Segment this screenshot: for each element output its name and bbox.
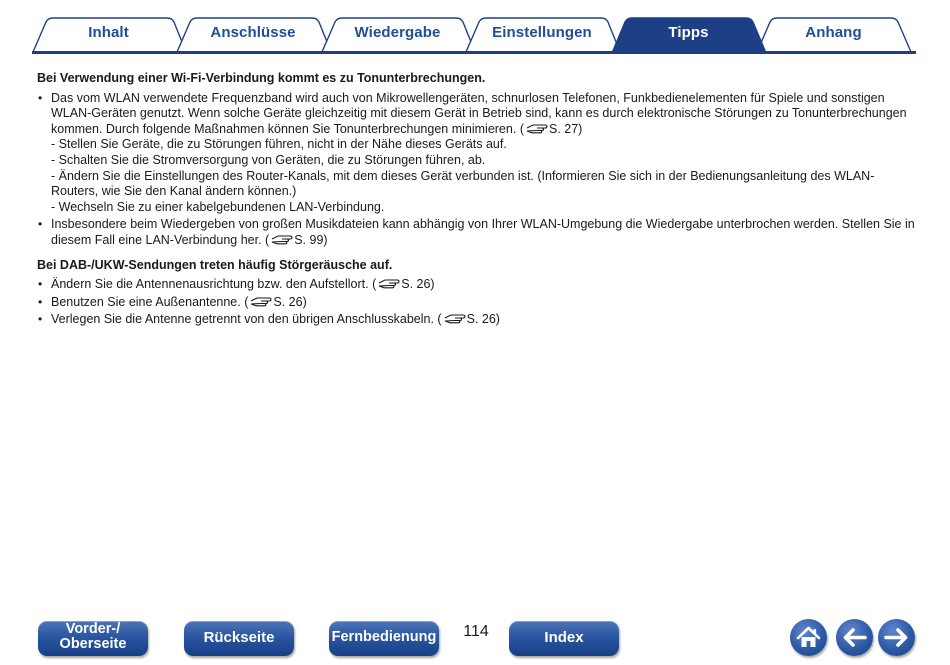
rear-panel-label: Rückseite bbox=[203, 629, 275, 646]
tab-bar bbox=[0, 0, 950, 60]
item-text: Insbesondere beim Wiedergeben von großen Musikdateien kann abhängig von Ihrer WLAN-Umgebung die Wiedergabe unterbrochen werden. Stellen Sie in diesem Fall eine LAN-Verbindung her. bbox=[51, 217, 915, 247]
remote-control-label: Fernbedienung bbox=[331, 629, 437, 645]
page-reference[interactable]: ( S. 26) bbox=[244, 294, 307, 309]
tab-inhalt[interactable] bbox=[46, 18, 171, 52]
tab-einstellungen-label: Einstellungen bbox=[492, 24, 592, 41]
pointing-hand-icon bbox=[526, 122, 548, 134]
section-heading-wifi: Bei Verwendung einer Wi-Fi-Verbindung kommt es zu Tonunterbrechungen. bbox=[37, 71, 486, 85]
page-reference-text: S. 99 bbox=[294, 232, 324, 247]
list-item bbox=[37, 295, 917, 311]
home-button[interactable] bbox=[790, 619, 827, 656]
sub-item: - Schalten Sie die Stromversorgung von Geräten, die zu Störungen führen, ab. bbox=[51, 152, 486, 167]
item-text: Benutzen Sie eine Außenantenne. bbox=[51, 294, 241, 309]
sub-item: - Ändern Sie die Einstellungen des Router-Kanals, mit dem dieses Gerät verbunden ist. (Informieren Sie sich in der Bedienungsanleitung des WLAN-Routers, wie Sie den Kanal ändern können.) bbox=[51, 168, 875, 199]
tab-anschluesse[interactable] bbox=[190, 18, 316, 52]
tab-einstellungen[interactable] bbox=[479, 18, 605, 52]
page-reference[interactable]: ( S. 26) bbox=[437, 312, 500, 327]
tab-tipps[interactable] bbox=[625, 18, 752, 52]
page-reference-text: S. 26 bbox=[273, 294, 303, 309]
forward-button[interactable] bbox=[878, 619, 915, 656]
back-button[interactable] bbox=[836, 619, 873, 656]
pointing-hand-icon bbox=[271, 233, 293, 245]
pointing-hand-icon bbox=[378, 277, 400, 289]
tab-anschluesse-label: Anschlüsse bbox=[210, 24, 296, 41]
arrow-right-icon bbox=[878, 619, 915, 656]
index-label: Index bbox=[544, 629, 584, 646]
home-icon bbox=[790, 619, 827, 656]
rear-panel-button[interactable] bbox=[184, 621, 294, 656]
section-heading-dab: Bei DAB-/UKW-Sendungen treten häufig Störgeräusche auf. bbox=[37, 257, 393, 272]
sub-item: - Wechseln Sie zu einer kabelgebundenen LAN-Verbindung. bbox=[51, 199, 385, 214]
pointing-hand-icon bbox=[250, 295, 272, 307]
page-reference[interactable]: ( S. 26) bbox=[372, 277, 435, 292]
list-item bbox=[37, 312, 917, 328]
list-item bbox=[37, 277, 917, 293]
front-top-label-line2: Oberseite bbox=[59, 636, 127, 652]
tab-inhalt-label: Inhalt bbox=[88, 24, 129, 41]
item-text: Das vom WLAN verwendete Frequenzband wird auch von Mikrowellengeräten, schnurlosen Telefonen, Funkbedienelementen für Spiele und sonstigen WLAN-Geräten genutzt. Wenn solche Geräte gleichzeitig mit diesem Gerät in Betrieb sind, kann es durch elektronische Störungen zu Tonunterbrechungen kommen. Durch folgende Maßnahmen können Sie Tonunterbrechungen minimieren. bbox=[51, 90, 907, 136]
list-item bbox=[37, 91, 917, 216]
tab-tipps-label: Tipps bbox=[668, 24, 709, 41]
tab-wiedergabe-label: Wiedergabe bbox=[354, 24, 441, 41]
page-reference-text: S. 26 bbox=[466, 312, 496, 327]
tab-anhang[interactable] bbox=[770, 18, 897, 52]
front-top-button[interactable] bbox=[38, 621, 148, 656]
front-top-label bbox=[38, 622, 148, 652]
dab-item-list bbox=[37, 277, 917, 328]
tab-wiedergabe[interactable] bbox=[335, 18, 460, 52]
item-text: Verlegen Sie die Antenne getrennt von den übrigen Anschlusskabeln. bbox=[51, 312, 434, 327]
item-text: Ändern Sie die Antennenausrichtung bzw. den Aufstellort. bbox=[51, 277, 369, 292]
front-top-label-line1: Vorder-/ bbox=[65, 621, 121, 637]
page-reference-text: S. 26 bbox=[401, 277, 431, 292]
content-area bbox=[37, 71, 917, 330]
list-item bbox=[37, 217, 917, 248]
page-reference[interactable]: ( S. 27) bbox=[519, 121, 583, 136]
page-reference-text: S. 27 bbox=[548, 121, 579, 136]
page-number: 114 bbox=[463, 623, 489, 640]
pointing-hand-icon bbox=[444, 312, 466, 324]
wifi-item-list bbox=[37, 91, 917, 249]
index-button[interactable] bbox=[509, 621, 619, 656]
arrow-left-icon bbox=[836, 619, 873, 656]
sub-item: - Stellen Sie Geräte, die zu Störungen führen, nicht in der Nähe dieses Geräts auf. bbox=[51, 137, 507, 152]
remote-control-button[interactable] bbox=[329, 621, 439, 656]
tab-anhang-label: Anhang bbox=[805, 24, 862, 41]
page-reference[interactable]: ( S. 99) bbox=[265, 232, 328, 247]
